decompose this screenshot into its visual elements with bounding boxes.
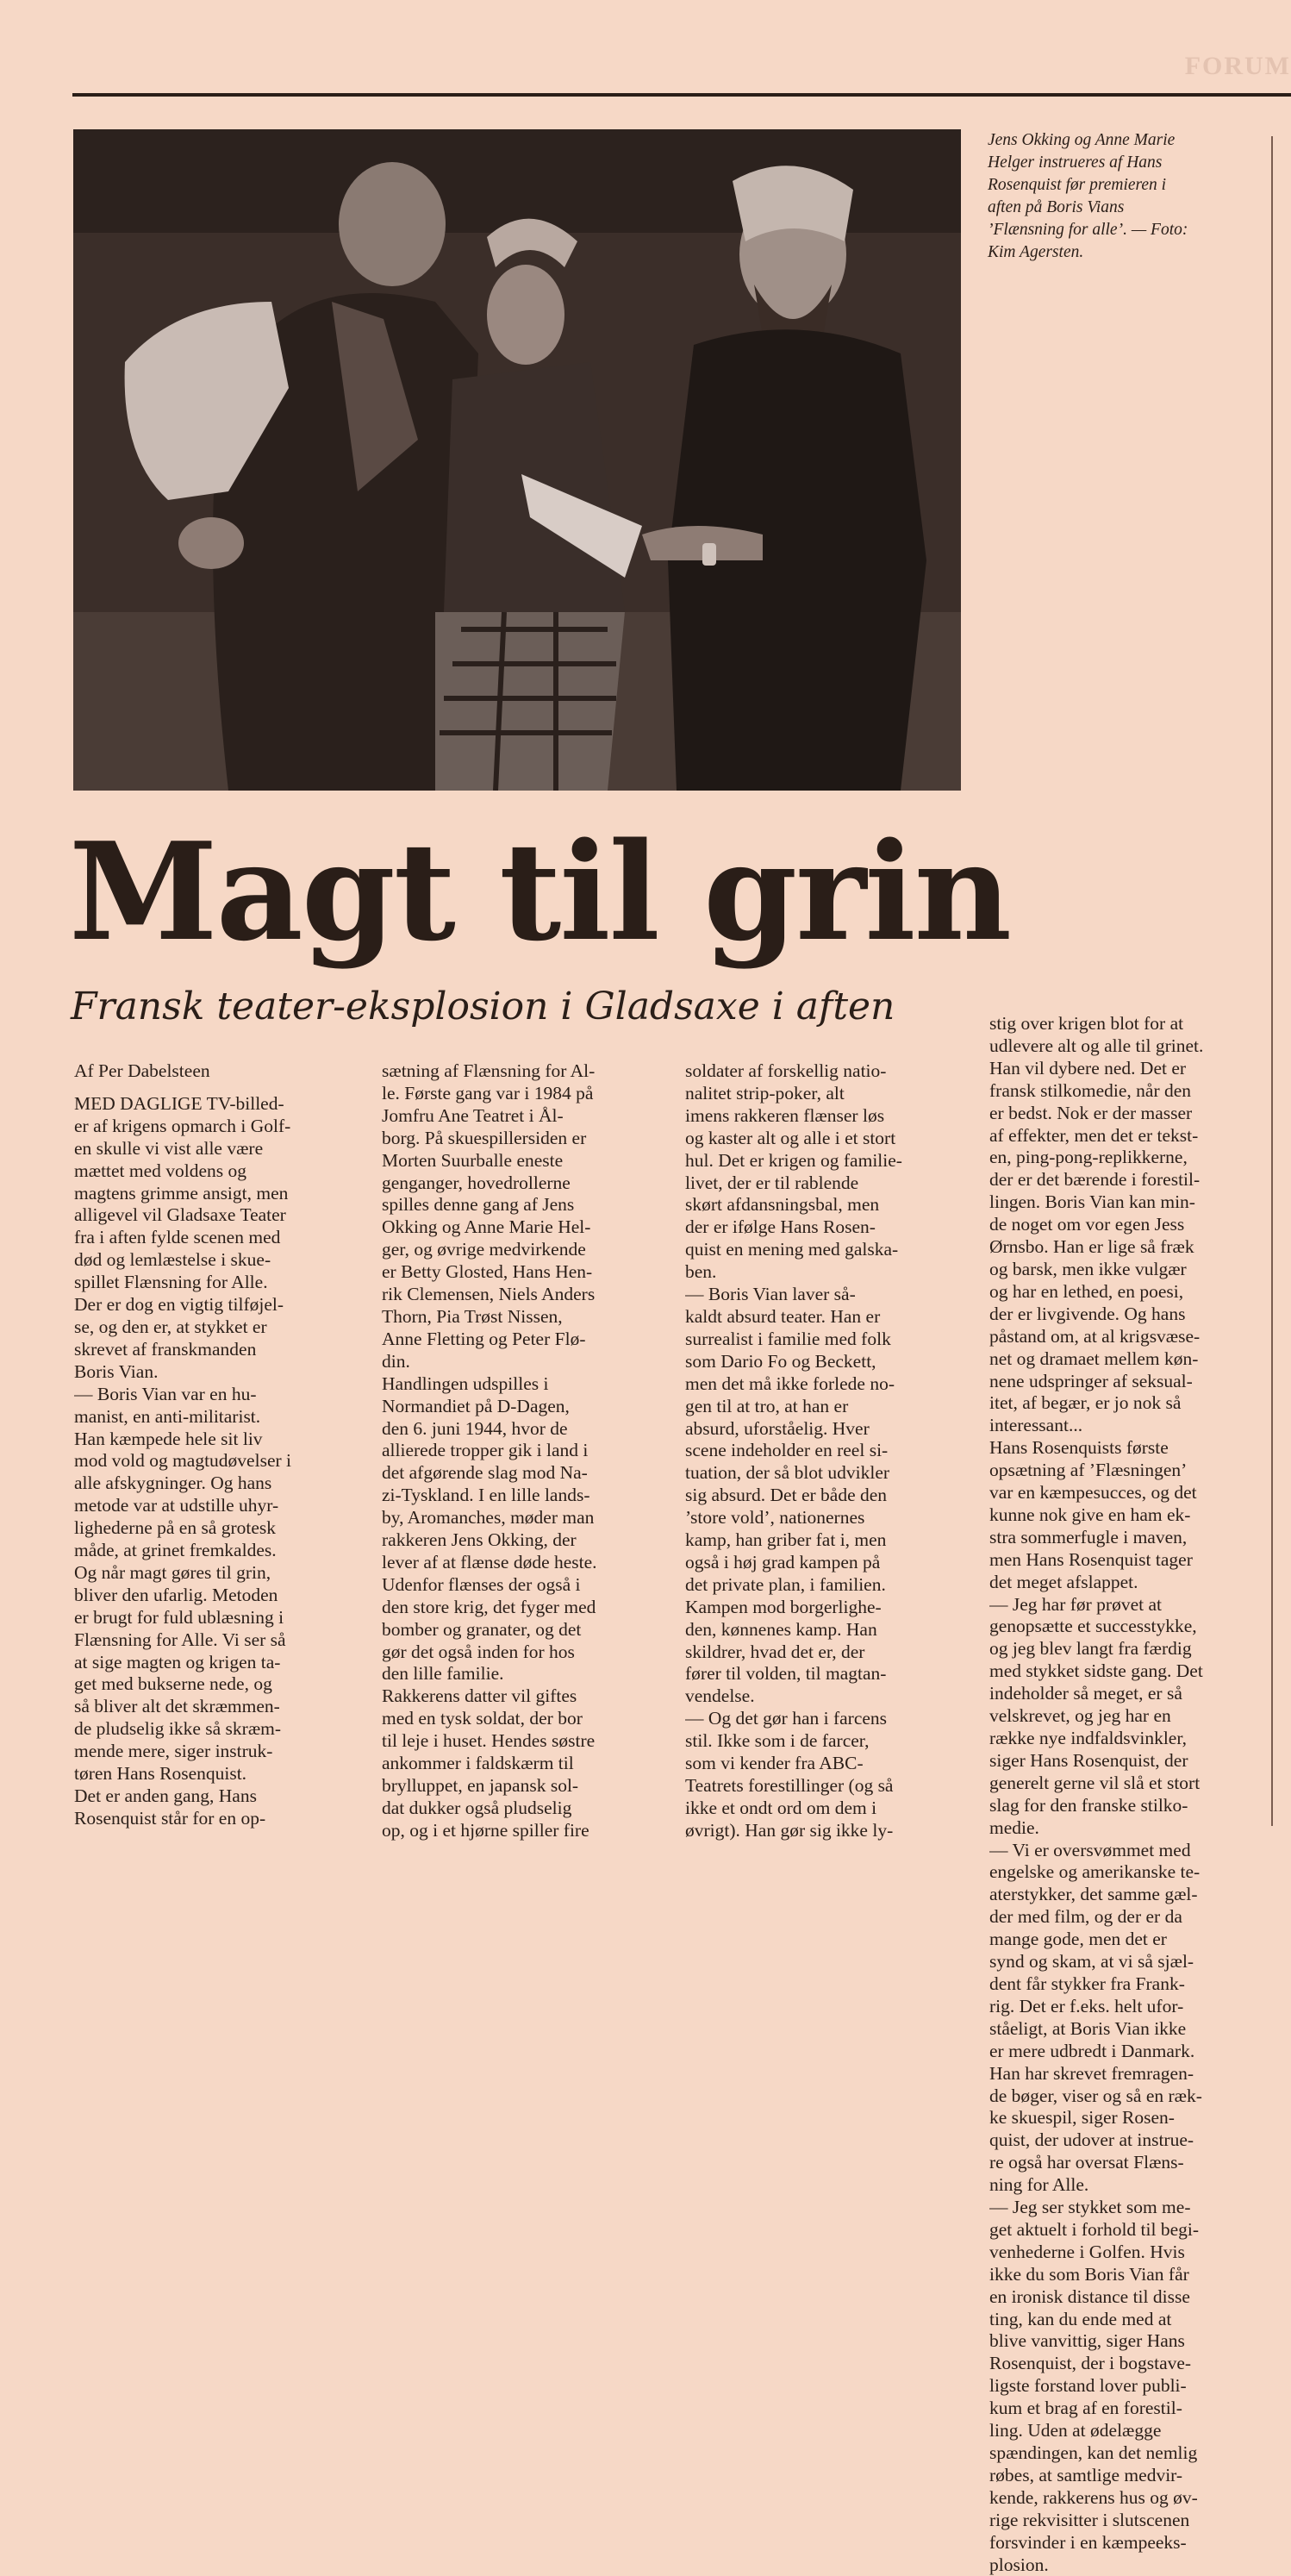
text-line: rig. Det er f.eks. helt ufor- [989, 1995, 1184, 2016]
text-line: genganger, hovedrollerne [382, 1172, 571, 1193]
text-line: — Boris Vian var en hu- [74, 1383, 257, 1404]
text-line: stil. Ikke som i de farcer, [685, 1730, 870, 1752]
text-line: itet, af begær, er jo nok så [989, 1392, 1182, 1414]
text-line: quist en mening med galska- [685, 1239, 899, 1260]
text-line: borg. På skuespillersiden er [382, 1127, 587, 1148]
text-line: — Vi er oversvømmet med [989, 1839, 1191, 1860]
text-line: rakkeren Jens Okking, der [382, 1529, 577, 1551]
text-line: — Jeg har før prøvet at [989, 1593, 1162, 1615]
text-line: tuation, der så blot udvikler [685, 1462, 890, 1484]
text-line: Boris Vian. [74, 1360, 159, 1382]
text-line: at sige magten og krigen ta- [74, 1651, 281, 1673]
subheadline: Fransk teater-eksplosion i Gladsaxe i aften [71, 985, 895, 1029]
text-line: Han kæmpede hele sit liv [74, 1428, 263, 1449]
text-line: op, og i et hjørne spiller fire [382, 1819, 589, 1841]
text-line: indeholder så meget, er så [989, 1683, 1182, 1704]
text-line: venhederne i Golfen. Hvis [989, 2241, 1185, 2262]
text-line: se, og den er, at stykket er [74, 1316, 267, 1337]
text-line: fører til volden, til magtan- [685, 1663, 887, 1685]
text-line: rige rekvisitter i slutscenen [989, 2509, 1190, 2530]
text-line: siger Hans Rosenquist, der [989, 1749, 1188, 1771]
text-line: er mere udbredt i Danmark. [989, 2040, 1195, 2061]
text-line: ankommer i faldskærm til [382, 1753, 574, 1774]
text-line: en skulle vi vist alle være [74, 1137, 264, 1159]
text-line: surrealist i familie med folk [685, 1328, 891, 1349]
text-line: Udenfor flænses der også i [382, 1573, 581, 1595]
text-line: bliver den ufarlig. Metoden [74, 1584, 278, 1605]
text-line: gen til at tro, at han er [685, 1395, 849, 1416]
text-line: ikke du som Boris Vian får [989, 2263, 1189, 2285]
text-line: ke skuespil, siger Rosen- [989, 2107, 1175, 2129]
text-line: påstand om, at al krigsvæse- [989, 1325, 1201, 1347]
text-line: og har en lethed, en poesi, [989, 1280, 1184, 1302]
text-line: rik Clemensen, Niels Anders [382, 1284, 596, 1305]
text-line: engelske og amerikanske te- [989, 1861, 1201, 1883]
text-line: fra i aften fylde scenen med [74, 1227, 281, 1248]
text-line: og jeg blev langt fra færdig [989, 1638, 1192, 1660]
text-line: lingen. Boris Vian kan min- [989, 1191, 1195, 1213]
text-line: zi-Tyskland. I en lille lands- [382, 1485, 590, 1506]
text-line: og kaster alt og alle i et stort [685, 1127, 896, 1148]
caption-line: Rosenquist før premieren i [988, 176, 1167, 194]
headline: Magt til grin [69, 813, 1011, 971]
text-line: lighederne på en så grotesk [74, 1517, 277, 1539]
column-rule [1271, 136, 1273, 1826]
text-line: ’store vold’, nationernes [685, 1507, 865, 1529]
text-line: Rakkerens datter vil giftes [382, 1685, 577, 1707]
byline: Af Per Dabelsteen [74, 1060, 210, 1081]
text-line: der med film, og der er da [989, 1906, 1182, 1928]
text-line: net og dramaet mellem køn- [989, 1347, 1199, 1369]
text-line: skørt afdansningsbal, men [685, 1194, 880, 1216]
text-line: by, Aromanches, møder man [382, 1507, 595, 1529]
text-line: og barsk, men ikke vulgær [989, 1258, 1187, 1279]
text-line: quist, der udover at instrue- [989, 2129, 1194, 2151]
text-line: så bliver alt det skræmmen- [74, 1696, 280, 1717]
text-line: kamp, han griber fat i, men [685, 1529, 887, 1551]
text-line: Han vil dybere ned. Det er [989, 1057, 1187, 1079]
text-line: metode var at udstille uhyr- [74, 1495, 279, 1516]
text-line: ning for Alle. [989, 2174, 1089, 2196]
text-line: kaldt absurd teater. Han er [685, 1305, 881, 1327]
text-line: Jomfru Ane Teatret i Ål- [382, 1104, 564, 1126]
caption-line: ’Flænsning for alle’. — Foto: [988, 221, 1188, 239]
caption-line: Kim Agersten. [988, 243, 1084, 261]
text-line: der er livgivende. Og hans [989, 1303, 1186, 1324]
text-line: gør det også inden for hos [382, 1641, 575, 1662]
text-line: manist, en anti-militarist. [74, 1405, 261, 1427]
text-line: ling. Uden at ødelægge [989, 2420, 1162, 2442]
masthead-fragment: FORUM [1184, 52, 1291, 80]
text-line: en ironisk distance til disse [989, 2285, 1190, 2307]
text-line: Rosenquist står for en op- [74, 1807, 266, 1829]
text-line: de noget om vor egen Jess [989, 1214, 1185, 1235]
text-line: tøren Hans Rosenquist. [74, 1763, 247, 1785]
text-line: af effekter, men det er tekst- [989, 1124, 1199, 1146]
text-line: Han har skrevet fremragen- [989, 2062, 1194, 2084]
text-line: Det er anden gang, Hans [74, 1785, 257, 1806]
text-line: røbes, at samtlige medvir- [989, 2464, 1183, 2485]
text-line: kum et brag af en forestil- [989, 2398, 1182, 2419]
text-line: er brugt for fuld ublæsning i [74, 1606, 284, 1628]
text-line: Teatrets forestillinger (og så [685, 1775, 894, 1796]
text-line: livet, der er til rablende [685, 1172, 859, 1193]
text-line: plosion. [989, 2554, 1049, 2575]
text-line: allierede tropper gik i land i [382, 1440, 589, 1461]
text-line: hul. Det er krigen og familie- [685, 1149, 902, 1171]
text-line: le. Første gang var i 1984 på [382, 1082, 594, 1104]
text-line: som Dario Fo og Beckett, [685, 1350, 876, 1372]
text-line: stig over krigen blot for at [989, 1013, 1184, 1034]
text-line: get med bukserne nede, og [74, 1673, 272, 1695]
text-line: nene udspringer af seksual- [989, 1370, 1193, 1391]
text-line: bomber og granater, og det [382, 1618, 582, 1640]
text-line: med stykket sidste gang. Det [989, 1660, 1203, 1682]
photo-illustration [73, 129, 961, 791]
text-line: skildrer, hvad det er, der [685, 1641, 865, 1662]
text-line: blive vanvittig, siger Hans [989, 2330, 1185, 2352]
text-line: Normandiet på D-Dagen, [382, 1395, 570, 1416]
text-line: alle afskygninger. Og hans [74, 1472, 272, 1494]
text-line: nalitet strip-poker, alt [685, 1082, 845, 1104]
text-line: øvrigt). Han gør sig ikke ly- [685, 1819, 894, 1841]
text-line: din. [382, 1350, 410, 1372]
text-line: mange gode, men det er [989, 1929, 1167, 1950]
text-line: magtens grimme ansigt, men [74, 1182, 289, 1204]
text-line: de bøger, viser og så en ræk- [989, 2085, 1202, 2106]
article-column-3 [685, 1060, 963, 1842]
text-line: imens rakkeren flænser løs [685, 1104, 885, 1126]
text-line: der er det bærende i forestil- [989, 1169, 1201, 1191]
text-line: brylluppet, en japansk sol- [382, 1775, 579, 1796]
caption-line: aften på Boris Vians [988, 198, 1125, 216]
text-line: interessant... [989, 1415, 1083, 1436]
text-line: den, kønnenes kamp. Han [685, 1618, 877, 1640]
text-line: — Og det gør han i farcens [685, 1708, 888, 1729]
caption-line: Jens Okking og Anne Marie [988, 131, 1176, 149]
article-column-4 [989, 1013, 1268, 2576]
text-line: ikke et ondt ord om dem i [685, 1797, 877, 1818]
text-line: spillet Flænsning for Alle. [74, 1272, 268, 1293]
text-line: ger, og øvrige medvirkende [382, 1239, 586, 1260]
text-line: Rosenquist, der i bogstave- [989, 2353, 1192, 2374]
text-line: en, ping-pong-replikkerne, [989, 1147, 1188, 1168]
text-line: aterstykker, det samme gæl- [989, 1884, 1198, 1905]
text-line: som vi kender fra ABC- [685, 1753, 864, 1774]
text-line: spændingen, kan det nemlig [989, 2442, 1198, 2463]
text-line: get aktuelt i forhold til begi- [989, 2218, 1200, 2240]
text-line: det afgørende slag mod Na- [382, 1462, 588, 1484]
text-line: der er ifølge Hans Rosen- [685, 1216, 876, 1238]
text-line: slag for den franske stilko- [989, 1794, 1188, 1816]
text-line: scene indeholder en reel si- [685, 1440, 889, 1461]
text-line: Ørnsbo. Han er lige så fræk [989, 1236, 1194, 1258]
text-line: også i høj grad kampen på [685, 1551, 881, 1572]
text-line: vendelse. [685, 1685, 755, 1707]
text-line: men Hans Rosenquist tager [989, 1548, 1193, 1570]
text-line: fransk stilkomedie, når den [989, 1079, 1192, 1101]
text-line: men det må ikke forlede no- [685, 1372, 895, 1394]
text-line: absurd, uforståelig. Hver [685, 1417, 870, 1439]
text-line: ståeligt, at Boris Vian ikke [989, 2017, 1187, 2039]
text-line: måde, at grinet fremkaldes. [74, 1540, 277, 1561]
text-line: det private plan, i familien. [685, 1573, 886, 1595]
text-line: Kampen mod borgerlighe- [685, 1596, 882, 1617]
text-line: MED DAGLIGE TV-billed- [74, 1092, 284, 1114]
text-line: ben. [685, 1261, 717, 1283]
text-line: Og når magt gøres til grin, [74, 1561, 271, 1583]
text-line: ligste forstand lover publi- [989, 2375, 1187, 2397]
text-line: dent får stykker fra Frank- [989, 1973, 1185, 1994]
text-line: forsvinder i en kæmpeeks- [989, 2531, 1187, 2553]
text-line: den store krig, det fyger med [382, 1596, 596, 1617]
text-line: synd og skam, at vi så sjæl- [989, 1951, 1194, 1973]
text-line: sætning af Flænsning for Al- [382, 1060, 596, 1081]
text-line: Anne Fletting og Peter Flø- [382, 1328, 586, 1349]
text-line: den lille familie. [382, 1663, 504, 1685]
text-line: re også har oversat Flæns- [989, 2152, 1184, 2173]
text-line: den 6. juni 1944, hvor de [382, 1417, 568, 1439]
text-line: velskrevet, og jeg har en [989, 1705, 1171, 1727]
text-line: opsætning af ’Flæsningen’ [989, 1460, 1188, 1481]
text-line: var en kæmpesucces, og det [989, 1482, 1197, 1504]
text-line: Morten Suurballe eneste [382, 1149, 564, 1171]
text-line: lever af at flænse døde heste. [382, 1551, 597, 1572]
text-line: sig absurd. Det er både den [685, 1485, 888, 1506]
text-line: Handlingen udspilles i [382, 1372, 549, 1394]
text-line: er bedst. Nok er der masser [989, 1102, 1193, 1123]
text-line: det meget afslappet. [989, 1571, 1138, 1592]
text-line: kunne nok give en ham ek- [989, 1504, 1191, 1525]
text-line: soldater af forskellig natio- [685, 1060, 887, 1081]
text-line: skrevet af franskmanden [74, 1338, 257, 1360]
text-line: til leje i huset. Hendes søstre [382, 1730, 596, 1752]
article-column-1 [74, 1060, 348, 1830]
article-photo [73, 129, 961, 791]
text-line: dat dukker også pludselig [382, 1797, 572, 1818]
text-line: Der er dog en vigtig tilføjel- [74, 1294, 284, 1316]
text-line: med en tysk soldat, der bor [382, 1708, 583, 1729]
text-line: — Boris Vian laver så- [685, 1284, 856, 1305]
text-line: er Betty Glosted, Hans Hen- [382, 1261, 593, 1283]
text-line: medie. [989, 1816, 1039, 1838]
text-line: række nye indfaldsvinkler, [989, 1728, 1188, 1748]
text-line: død og lemlæstelse i skue- [74, 1249, 271, 1271]
text-line: mod vold og magtudøvelser i [74, 1450, 291, 1472]
text-line: alligevel vil Gladsaxe Teater [74, 1204, 286, 1226]
caption-line: Helger instrueres af Hans [988, 153, 1163, 172]
top-rule [72, 93, 1291, 97]
text-line: ting, kan du ende med at [989, 2308, 1172, 2329]
text-line: mættet med voldens og [74, 1160, 247, 1181]
text-line: de pludselig ikke så skræm- [74, 1718, 282, 1740]
article-column-2 [382, 1060, 658, 1842]
text-line: Flænsning for Alle. Vi ser så [74, 1629, 286, 1650]
text-line: mende mere, siger instruk- [74, 1741, 273, 1762]
text-line: udlevere alt og alle til grinet. [989, 1035, 1204, 1056]
photo-caption [988, 129, 1272, 264]
text-line: Okking og Anne Marie Hel- [382, 1216, 591, 1238]
text-line: stra sommerfugle i maven, [989, 1526, 1188, 1547]
text-line: generelt gerne vil slå et stort [989, 1772, 1201, 1793]
text-line: Hans Rosenquists første [989, 1437, 1169, 1459]
text-line: Thorn, Pia Trøst Nissen, [382, 1305, 563, 1327]
text-line: er af krigens opmarch i Golf- [74, 1115, 291, 1136]
text-line: genopsætte et successtykke, [989, 1616, 1197, 1637]
text-line: spilles denne gang af Jens [382, 1194, 575, 1216]
text-line: kende, rakkerens hus og øv- [989, 2486, 1198, 2508]
text-line: — Jeg ser stykket som me- [989, 2197, 1191, 2218]
